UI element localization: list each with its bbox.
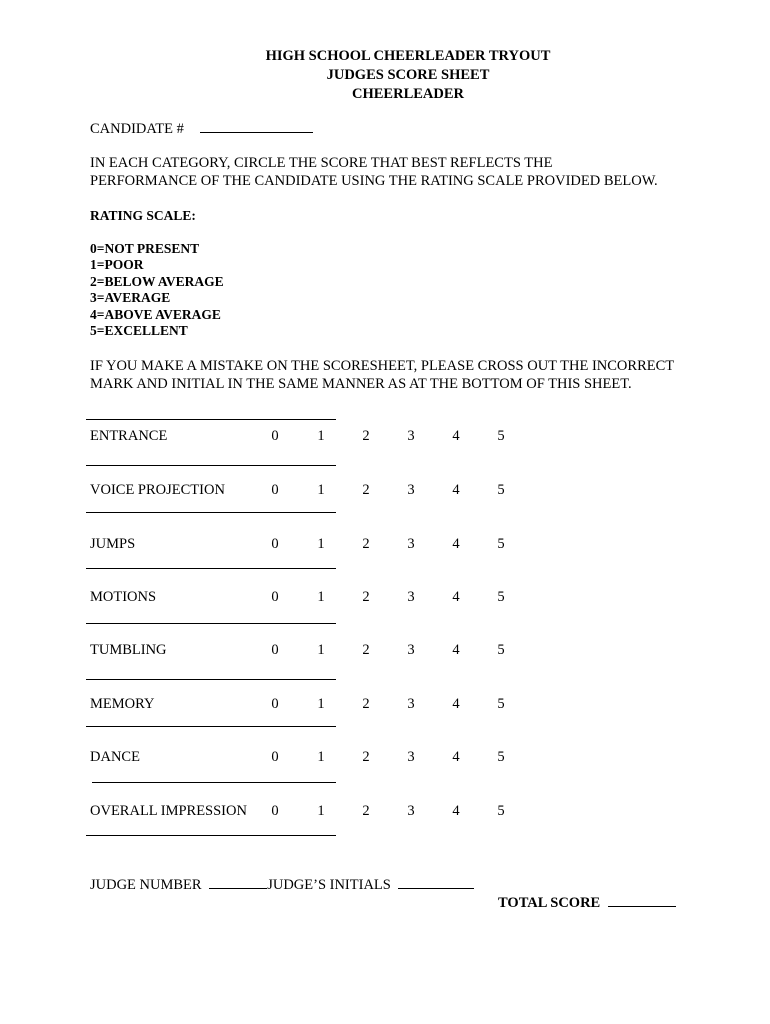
judge-initials-label: JUDGE’S INITIALS [267, 877, 391, 893]
score-option-2[interactable]: 2 [362, 749, 370, 765]
total-score-label: TOTAL SCORE [498, 895, 601, 911]
score-option-3[interactable]: 3 [407, 482, 415, 498]
score-option-3[interactable]: 3 [407, 803, 415, 819]
score-option-2[interactable]: 2 [362, 482, 370, 498]
instructions [90, 154, 658, 190]
mistake-note [90, 357, 674, 393]
score-option-3[interactable]: 3 [407, 589, 415, 605]
rating-scale-item: 5=EXCELLENT [90, 323, 188, 339]
score-option-4[interactable]: 4 [452, 482, 460, 498]
score-option-0[interactable]: 0 [271, 536, 279, 552]
score-row-memory [90, 696, 530, 716]
rating-scale-item: 0=NOT PRESENT [90, 241, 200, 256]
table-rule [86, 623, 336, 624]
score-option-3[interactable]: 3 [407, 536, 415, 552]
table-rule [92, 782, 336, 783]
sheet-title [0, 47, 770, 104]
instructions-line-2: PERFORMANCE OF THE CANDIDATE USING THE RATING SCALE PROVIDED BELOW. [90, 173, 658, 189]
judge-number-field[interactable] [209, 874, 267, 889]
score-option-5[interactable]: 5 [497, 482, 505, 498]
score-row-motions [90, 589, 530, 609]
score-option-2[interactable]: 2 [362, 428, 370, 444]
score-row-dance [90, 749, 530, 769]
score-option-5[interactable]: 5 [497, 749, 505, 765]
score-option-4[interactable]: 4 [452, 428, 460, 444]
score-option-5[interactable]: 5 [497, 589, 505, 605]
score-option-1[interactable]: 1 [317, 428, 325, 444]
mistake-note-line-1: IF YOU MAKE A MISTAKE ON THE SCORESHEET, PLEASE CROSS OUT THE INCORRECT [90, 358, 675, 374]
score-option-0[interactable]: 0 [271, 482, 279, 498]
score-option-3[interactable]: 3 [407, 749, 415, 765]
category-label: ENTRANCE [90, 428, 168, 444]
candidate-row [90, 118, 313, 138]
score-option-2[interactable]: 2 [362, 589, 370, 605]
score-option-2[interactable]: 2 [362, 696, 370, 712]
category-label: VOICE PROJECTION [90, 482, 225, 498]
judge-initials-field[interactable] [398, 874, 474, 889]
score-option-2[interactable]: 2 [362, 642, 370, 658]
score-row-overall-impression [90, 803, 530, 823]
score-option-0[interactable]: 0 [271, 803, 279, 819]
instructions-line-1: IN EACH CATEGORY, CIRCLE THE SCORE THAT BEST REFLECTS THE [90, 155, 553, 171]
table-rule [86, 835, 336, 836]
title-line-1: HIGH SCHOOL CHEERLEADER TRYOUT [265, 48, 551, 64]
category-label: DANCE [90, 749, 140, 765]
score-option-3[interactable]: 3 [407, 428, 415, 444]
total-score-field[interactable] [608, 892, 676, 907]
score-option-4[interactable]: 4 [452, 536, 460, 552]
score-option-5[interactable]: 5 [497, 803, 505, 819]
judge-number-label: JUDGE NUMBER [90, 877, 202, 893]
title-line-3: CHEERLEADER [352, 86, 464, 102]
score-option-4[interactable]: 4 [452, 589, 460, 605]
score-option-5[interactable]: 5 [497, 536, 505, 552]
score-option-0[interactable]: 0 [271, 696, 279, 712]
score-option-4[interactable]: 4 [452, 696, 460, 712]
score-option-2[interactable]: 2 [362, 536, 370, 552]
score-option-4[interactable]: 4 [452, 749, 460, 765]
category-label: MEMORY [90, 696, 155, 712]
table-rule [86, 419, 336, 420]
score-option-4[interactable]: 4 [452, 642, 460, 658]
candidate-label: CANDIDATE # [90, 121, 184, 137]
score-option-1[interactable]: 1 [317, 642, 325, 658]
rating-scale-item: 2=BELOW AVERAGE [90, 273, 224, 289]
title-line-2: JUDGES SCORE SHEET [326, 67, 490, 83]
table-rule [86, 512, 336, 513]
category-label: JUMPS [90, 536, 136, 552]
score-option-0[interactable]: 0 [271, 428, 279, 444]
rating-scale-item: 3=AVERAGE [90, 290, 171, 306]
score-option-1[interactable]: 1 [317, 803, 325, 819]
score-option-5[interactable]: 5 [497, 428, 505, 444]
score-option-0[interactable]: 0 [271, 589, 279, 605]
score-row-jumps [90, 536, 530, 556]
score-option-5[interactable]: 5 [497, 696, 505, 712]
rating-scale-item: 1=POOR [90, 257, 144, 273]
table-rule [86, 465, 336, 466]
score-option-4[interactable]: 4 [452, 803, 460, 819]
score-option-1[interactable]: 1 [317, 482, 325, 498]
total-score-row [498, 892, 676, 912]
score-option-1[interactable]: 1 [317, 749, 325, 765]
score-option-0[interactable]: 0 [271, 749, 279, 765]
category-label: OVERALL IMPRESSION [90, 803, 247, 819]
candidate-number-field[interactable] [200, 118, 313, 133]
table-rule [86, 726, 336, 727]
score-option-3[interactable]: 3 [407, 642, 415, 658]
score-row-tumbling [90, 642, 530, 662]
score-row-entrance [90, 428, 530, 448]
rating-scale-list [90, 241, 224, 339]
rating-scale-item: 4=ABOVE AVERAGE [90, 306, 221, 322]
score-option-1[interactable]: 1 [317, 536, 325, 552]
score-row-voice-projection [90, 482, 530, 502]
score-option-0[interactable]: 0 [271, 642, 279, 658]
judge-row [90, 874, 474, 894]
table-rule [86, 679, 336, 680]
score-option-1[interactable]: 1 [317, 589, 325, 605]
score-option-2[interactable]: 2 [362, 803, 370, 819]
score-option-5[interactable]: 5 [497, 642, 505, 658]
score-option-1[interactable]: 1 [317, 696, 325, 712]
table-rule [86, 568, 336, 569]
rating-scale-heading: RATING SCALE: [90, 208, 196, 223]
score-option-3[interactable]: 3 [407, 696, 415, 712]
category-label: MOTIONS [90, 589, 157, 605]
mistake-note-line-2: MARK AND INITIAL IN THE SAME MANNER AS AT THE BOTTOM OF THIS SHEET. [90, 376, 632, 392]
category-label: TUMBLING [90, 642, 167, 658]
